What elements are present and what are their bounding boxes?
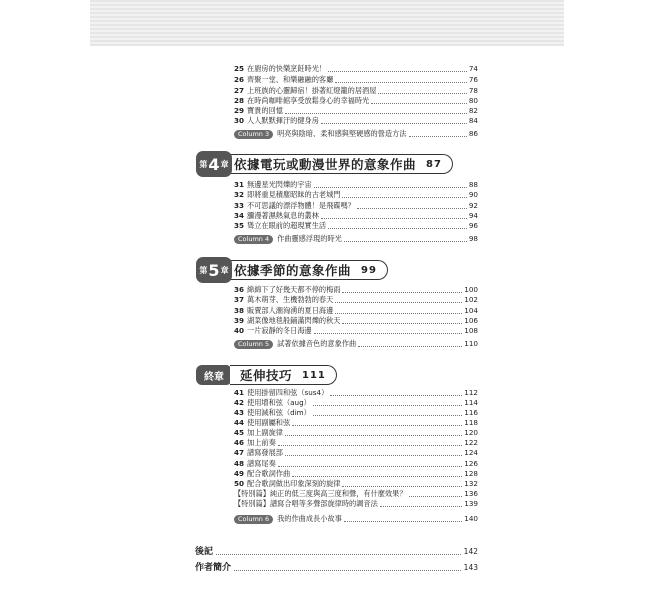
chapter-page: 87 bbox=[426, 158, 442, 170]
entry-number: 31 bbox=[234, 180, 245, 189]
toc-entry-25[interactable] bbox=[234, 64, 478, 74]
dot-leader bbox=[278, 445, 463, 446]
dot-leader bbox=[285, 435, 462, 436]
entry-title: 聳立在眼前的超現實生活 bbox=[247, 221, 327, 230]
entry-page: 143 bbox=[463, 563, 478, 572]
entry-title: 人人默默揮汗的健身房 bbox=[247, 116, 319, 125]
toc-column-6[interactable] bbox=[234, 514, 478, 524]
entry-number: 45 bbox=[234, 428, 245, 437]
entry-number: 39 bbox=[234, 316, 245, 325]
entry-title: 純正的低三度與高三度和聲，有什麼效果？ bbox=[269, 489, 407, 498]
entry-title: 上班族的心靈歸宿！掛著紅燈籠的居酒屋 bbox=[247, 86, 377, 95]
toc-column-5[interactable] bbox=[234, 339, 478, 349]
entry-page: 140 bbox=[464, 514, 478, 523]
toc-author-profile[interactable] bbox=[195, 562, 478, 574]
entry-title: 使用副屬和弦 bbox=[247, 418, 291, 427]
entry-number: 47 bbox=[234, 448, 245, 457]
dot-leader bbox=[335, 313, 462, 314]
entry-number: 26 bbox=[234, 75, 245, 84]
entry-number: 34 bbox=[234, 211, 245, 220]
final-chapter-heading[interactable] bbox=[196, 365, 337, 385]
entry-number: 37 bbox=[234, 295, 245, 304]
entry-title: 試著依據音色的意象作曲 bbox=[277, 339, 357, 348]
toc-entry-32[interactable] bbox=[234, 190, 478, 200]
entry-number: 28 bbox=[234, 96, 245, 105]
chapter-badge: 終章 bbox=[196, 365, 232, 385]
toc-entry-42[interactable] bbox=[234, 398, 478, 408]
entry-title: 無邊星光閃爍的宇宙 bbox=[247, 180, 312, 189]
entry-title: 譜寫發展部 bbox=[247, 448, 283, 457]
entry-number: 30 bbox=[234, 116, 245, 125]
entry-page: 86 bbox=[468, 129, 478, 138]
dot-leader bbox=[409, 136, 467, 137]
entry-number: 49 bbox=[234, 469, 245, 478]
toc-column-4[interactable] bbox=[234, 234, 478, 244]
entry-title: 販賣部人潮洶湧的夏日海邊 bbox=[247, 306, 334, 315]
entry-title: 在廚房的快樂烹飪時光！ bbox=[247, 64, 327, 73]
toc-entry-48[interactable] bbox=[234, 459, 478, 469]
toc-afterword[interactable] bbox=[195, 546, 478, 558]
entry-page: 80 bbox=[468, 96, 478, 105]
column-badge: Column 4 bbox=[234, 235, 273, 244]
entry-page: 126 bbox=[464, 459, 478, 468]
dot-leader bbox=[313, 415, 462, 416]
entry-number: 46 bbox=[234, 438, 245, 447]
entry-page: 118 bbox=[464, 418, 478, 427]
entry-page: 78 bbox=[468, 86, 478, 95]
dot-leader bbox=[321, 218, 467, 219]
dot-leader bbox=[292, 476, 462, 477]
entry-number: 43 bbox=[234, 408, 245, 417]
toc-entry-44[interactable] bbox=[234, 418, 478, 428]
entry-page: 96 bbox=[468, 221, 478, 230]
entry-title: 萬木萌芽、生機勃勃的春天 bbox=[247, 295, 334, 304]
toc-entry-40[interactable] bbox=[234, 326, 478, 336]
entry-page: 122 bbox=[464, 438, 478, 447]
dot-leader bbox=[380, 506, 463, 507]
dot-leader bbox=[285, 113, 467, 114]
entry-number: 40 bbox=[234, 326, 245, 335]
entry-number: 42 bbox=[234, 398, 245, 407]
entry-page: 112 bbox=[464, 388, 478, 397]
dot-leader bbox=[358, 346, 462, 347]
entry-title: 綿綿下了好幾天都不停的梅雨 bbox=[247, 285, 341, 294]
toc-special-2[interactable] bbox=[234, 499, 478, 509]
chapter-title-box bbox=[230, 154, 453, 174]
entry-title: 使用掛留四和弦（sus4） bbox=[247, 388, 329, 397]
entry-title: 作曲靈感浮現的時光 bbox=[277, 234, 342, 243]
entry-title: 後記 bbox=[195, 547, 214, 557]
dot-leader bbox=[285, 455, 462, 456]
entry-title: 即將重見積塵昭昧的古老城門 bbox=[247, 190, 341, 199]
dot-leader bbox=[344, 521, 462, 522]
entry-page: 128 bbox=[464, 469, 478, 478]
entry-page: 142 bbox=[463, 547, 478, 556]
entry-page: 88 bbox=[468, 180, 478, 189]
entry-title: 齊聚一堂、和樂融融的客廳 bbox=[247, 75, 334, 84]
dot-leader bbox=[292, 425, 462, 426]
entry-page: 74 bbox=[468, 64, 478, 73]
entry-title: 不可思議的漂浮物體！是飛碟嗎？ bbox=[247, 201, 355, 210]
toc-entry-47[interactable] bbox=[234, 448, 478, 458]
entry-number: 29 bbox=[234, 106, 245, 115]
toc-entry-43[interactable] bbox=[234, 408, 478, 418]
entry-title: 加上前奏 bbox=[247, 438, 276, 447]
chapter-badge bbox=[196, 151, 232, 177]
chapter-page: 111 bbox=[302, 369, 326, 381]
dot-leader bbox=[314, 333, 463, 334]
chapter-number: 4 bbox=[208, 154, 220, 174]
entry-title: 一片寂靜的冬日海邊 bbox=[247, 326, 312, 335]
entry-page: 82 bbox=[468, 106, 478, 115]
chapter-badge bbox=[196, 257, 232, 283]
dot-leader bbox=[335, 302, 462, 303]
entry-page: 136 bbox=[464, 489, 478, 498]
entry-number: 48 bbox=[234, 459, 245, 468]
chapter-title: 依據電玩或動漫世界的意象作曲 bbox=[234, 157, 417, 172]
toc-entry-29[interactable] bbox=[234, 106, 478, 116]
toc-entry-35[interactable] bbox=[234, 221, 478, 231]
entry-title: 使用減和弦（dim） bbox=[247, 408, 311, 417]
entry-page: 120 bbox=[464, 428, 478, 437]
toc-entry-45[interactable] bbox=[234, 428, 478, 438]
chapter-prefix: 第 bbox=[199, 265, 208, 275]
entry-number: 41 bbox=[234, 388, 245, 397]
toc-entry-39[interactable] bbox=[234, 316, 478, 326]
entry-title: 配合歌詞作曲 bbox=[247, 469, 291, 478]
special-label: 【特別篇】 bbox=[234, 489, 270, 498]
entry-page: 104 bbox=[464, 306, 478, 315]
entry-number: 50 bbox=[234, 479, 245, 488]
entry-page: 139 bbox=[464, 499, 478, 508]
dot-leader bbox=[330, 395, 462, 396]
entry-page: 114 bbox=[464, 398, 478, 407]
chapter-title-box bbox=[230, 260, 388, 280]
dot-leader bbox=[342, 197, 466, 198]
entry-number: 36 bbox=[234, 285, 245, 294]
chapter-title: 依據季節的意象作曲 bbox=[234, 263, 352, 278]
dot-leader bbox=[357, 208, 467, 209]
dot-leader bbox=[342, 292, 462, 293]
dot-leader bbox=[328, 228, 467, 229]
entry-title: 寶貴的回憶 bbox=[247, 106, 283, 115]
entry-title: 譜寫尾奏 bbox=[247, 459, 276, 468]
dot-leader bbox=[321, 123, 467, 124]
chapter-5-heading[interactable] bbox=[196, 260, 388, 280]
dot-leader bbox=[216, 554, 461, 555]
chapter-number: 5 bbox=[208, 260, 220, 280]
toc-entry-38[interactable] bbox=[234, 306, 478, 316]
dot-leader bbox=[342, 486, 462, 487]
dot-leader bbox=[378, 93, 466, 94]
entry-number: 25 bbox=[234, 64, 245, 73]
entry-page: 106 bbox=[464, 316, 478, 325]
entry-page: 124 bbox=[464, 448, 478, 457]
chapter-title-box bbox=[230, 365, 337, 385]
toc-entry-50[interactable] bbox=[234, 479, 478, 489]
toc-entry-33[interactable] bbox=[234, 201, 478, 211]
entry-title: 湖菜像地毯般鋪滿閃爍的秋天 bbox=[247, 316, 341, 325]
entry-title: 作者簡介 bbox=[195, 563, 232, 573]
toc-entry-41[interactable] bbox=[234, 388, 478, 398]
chapter-suffix: 章 bbox=[220, 159, 229, 169]
entry-page: 108 bbox=[464, 326, 478, 335]
dot-leader bbox=[371, 103, 467, 104]
entry-title: 瀰漫著濕熱氣息的叢林 bbox=[247, 211, 319, 220]
dot-leader bbox=[335, 82, 467, 83]
entry-page: 90 bbox=[468, 190, 478, 199]
entry-page: 76 bbox=[468, 75, 478, 84]
toc-column-3[interactable] bbox=[234, 129, 478, 139]
toc-entry-31[interactable] bbox=[234, 180, 478, 190]
entry-number: 27 bbox=[234, 86, 245, 95]
entry-page: 132 bbox=[464, 479, 478, 488]
entry-title: 加上副旋律 bbox=[247, 428, 283, 437]
entry-number: 33 bbox=[234, 201, 245, 210]
entry-number: 38 bbox=[234, 306, 245, 315]
chapter-4-heading[interactable] bbox=[196, 154, 453, 174]
dot-leader bbox=[314, 187, 467, 188]
dot-leader bbox=[234, 570, 461, 571]
toc-entry-37[interactable] bbox=[234, 295, 478, 305]
entry-number: 32 bbox=[234, 190, 245, 199]
entry-page: 94 bbox=[468, 211, 478, 220]
entry-page: 92 bbox=[468, 201, 478, 210]
toc-entry-36[interactable] bbox=[234, 285, 478, 295]
entry-title: 譜寫合唱等多聲部旋律時的調音法 bbox=[269, 499, 378, 508]
entry-title: 使用增和弦（aug） bbox=[247, 398, 311, 407]
chapter-page: 99 bbox=[361, 264, 377, 276]
entry-page: 98 bbox=[468, 234, 478, 243]
entry-number: 35 bbox=[234, 221, 245, 230]
chapter-suffix: 章 bbox=[220, 265, 229, 275]
entry-page: 102 bbox=[464, 295, 478, 304]
dot-leader bbox=[313, 405, 462, 406]
column-badge: Column 6 bbox=[234, 515, 273, 524]
entry-page: 110 bbox=[464, 339, 478, 348]
entry-title: 配合歌詞做出印象深刻的旋律 bbox=[247, 479, 341, 488]
special-label: 【特別篇】 bbox=[234, 499, 270, 508]
toc-entry-49[interactable] bbox=[234, 469, 478, 479]
toc-entry-34[interactable] bbox=[234, 211, 478, 221]
dot-leader bbox=[278, 466, 463, 467]
toc-entry-30[interactable] bbox=[234, 116, 478, 126]
toc-entry-46[interactable] bbox=[234, 438, 478, 448]
column-badge: Column 5 bbox=[234, 340, 273, 349]
entry-title: 我的作曲成長小故事 bbox=[277, 514, 342, 523]
dot-leader bbox=[342, 323, 462, 324]
chapter-title: 延伸技巧 bbox=[240, 368, 293, 383]
entry-page: 100 bbox=[464, 285, 478, 294]
dot-leader bbox=[409, 496, 463, 497]
entry-page: 116 bbox=[464, 408, 478, 417]
entry-title: 在時尚咖啡館享受放鬆身心的幸福時光 bbox=[247, 96, 370, 105]
chapter-prefix: 第 bbox=[199, 159, 208, 169]
entry-page: 84 bbox=[468, 116, 478, 125]
entry-title: 明亮與陰暗、柔和感與堅硬感的營造方法 bbox=[277, 129, 407, 138]
column-badge: Column 3 bbox=[234, 130, 273, 139]
toc-special-1[interactable] bbox=[234, 489, 478, 499]
dot-leader bbox=[344, 241, 467, 242]
entry-number: 44 bbox=[234, 418, 245, 427]
dot-leader bbox=[328, 71, 467, 72]
toc-entry-28[interactable] bbox=[234, 96, 478, 106]
toc-entry-26[interactable] bbox=[234, 75, 478, 85]
toc-entry-27[interactable] bbox=[234, 86, 478, 96]
